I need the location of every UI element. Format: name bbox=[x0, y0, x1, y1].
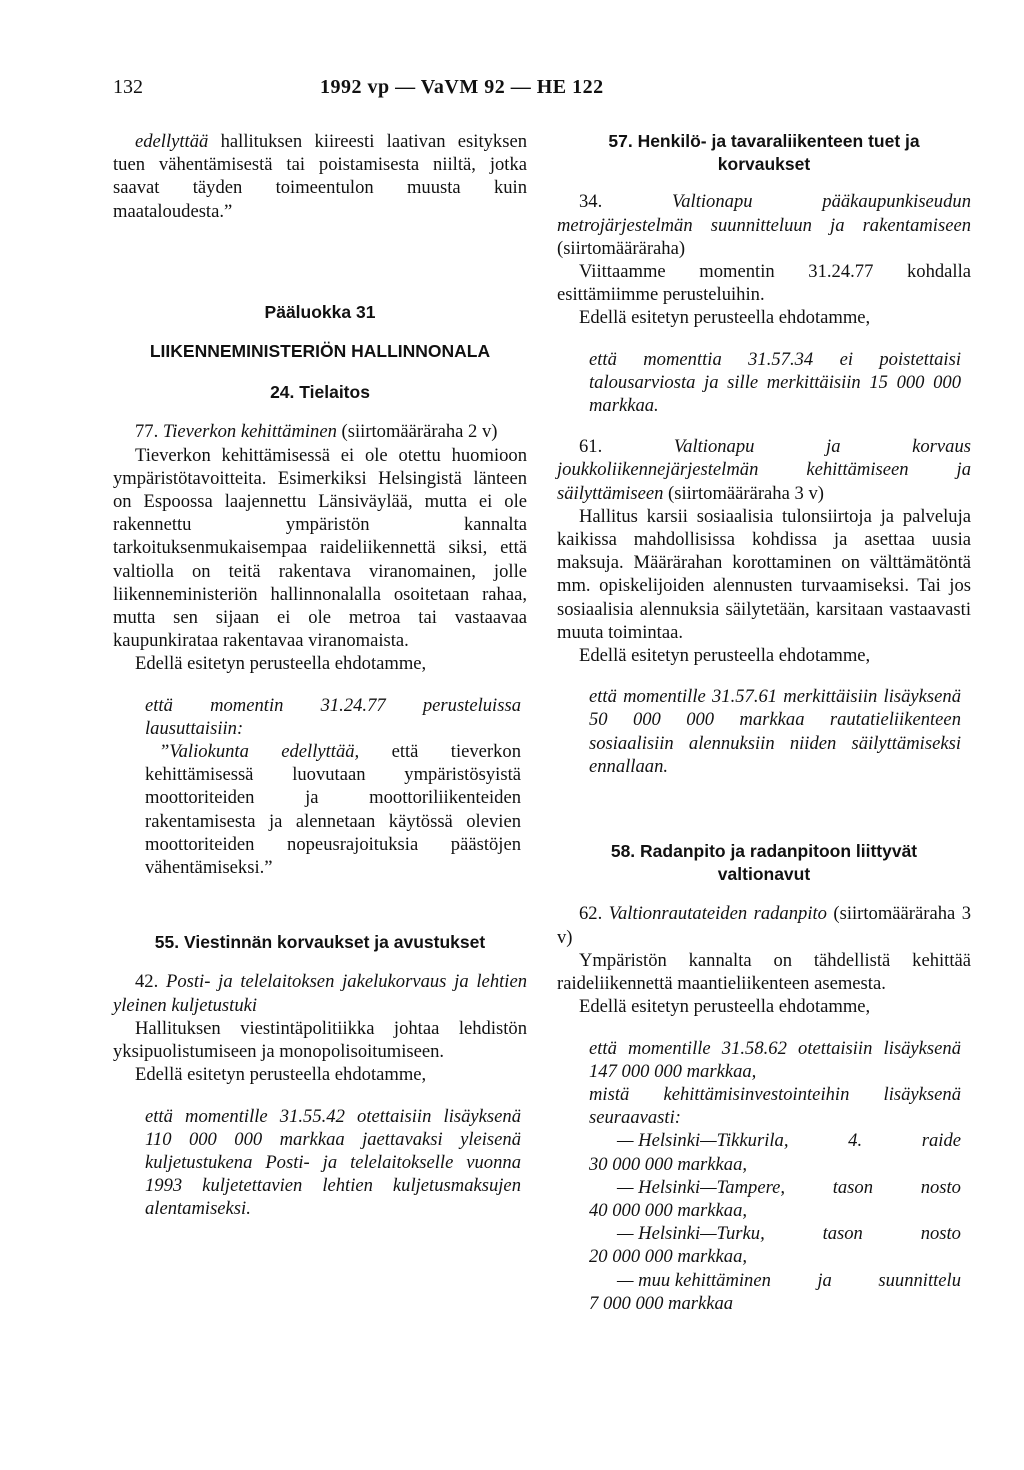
proposal-intro: Edellä esitetyn perusteella ehdotamme, bbox=[135, 653, 427, 675]
list-item-c: nosto bbox=[920, 1223, 961, 1245]
chapter-55-heading: 55. Viestinnän korvaukset ja avustukset bbox=[154, 932, 486, 953]
item-62-body: Ympäristön kannalta on tähdellistä kehittää raideliikennettä maantieliikenteen asemesta. bbox=[557, 949, 971, 995]
list-item bbox=[617, 1222, 961, 1245]
quote-text: että tieverkon kehittämisessä luovutaan ympäristösyistä moottoriteiden ja moottoriliikenteiden rakentamisesta ja alennetaan käytössä olevien moottoriteiden nopeusrajoituksia päästöjen vähentämiseksi.” bbox=[145, 741, 521, 879]
list-item-c: raide bbox=[921, 1130, 961, 1152]
list-item-b: tason bbox=[832, 1176, 874, 1198]
proposal-62-intro: että momentille 31.58.62 otettaisiin lisäyksenä 147 000 000 markkaa, bbox=[589, 1037, 961, 1082]
list-item bbox=[617, 1269, 961, 1292]
item-34-title: Valtionapu pääkaupunkiseudun metrojärjestelmän suunnitteluun ja rakentamiseen bbox=[557, 191, 971, 236]
right-column bbox=[557, 130, 971, 1315]
list-item-c: nosto bbox=[920, 1176, 961, 1198]
intro-paragraph bbox=[113, 130, 527, 223]
proposal-42: että momentille 31.55.42 otettaisiin lisäyksenä 110 000 000 markkaa jaettavaksi yleisenä kuljetustukena Posti- ja telelaitokselle vuonna 1993 kuljetettavien lehtien kuljetusmaksujen alentamiseksi. bbox=[145, 1105, 521, 1220]
item-34-body: Viittaamme momentin 31.24.77 kohdalla esittämiimme perusteluihin. bbox=[557, 261, 971, 306]
item-34-heading bbox=[557, 190, 971, 260]
list-item-amount: 7 000 000 markkaa bbox=[589, 1292, 734, 1314]
item-42-number: 42. bbox=[135, 971, 166, 993]
list-item-amount: 40 000 000 markkaa, bbox=[589, 1199, 748, 1221]
item-34-number: 34. bbox=[579, 191, 672, 213]
list-item-amount: 30 000 000 markkaa, bbox=[589, 1153, 748, 1175]
proposal-intro: Edellä esitetyn perusteella ehdotamme, bbox=[579, 307, 871, 329]
item-61-body: Hallitus karsii sosiaalisia tulonsiirtoja ja palveluja kaikissa mahdollisissa kohdissa ja asettaa uusia maksuja. Määrärahan korottaminen on välttämätöntä mm. opiskelijoiden alennusten turvaamiseksi. Tai jos sosiaalisia alennuksia säilytetään, karsitaan vastaavasti muuta toimintaa. bbox=[557, 505, 971, 643]
proposal-intro-3: Edellä esitetyn perusteella ehdotamme, bbox=[579, 996, 871, 1018]
list-item-amount: 20 000 000 markkaa, bbox=[589, 1246, 748, 1268]
proposal-77-quote bbox=[145, 740, 521, 879]
list-item-c: suunnittelu bbox=[878, 1269, 961, 1291]
item-42-body: Hallituksen viestintäpolitiikka johtaa lehdistön yksipuolistumiseen ja monopolisoitumiseen. bbox=[113, 1017, 527, 1063]
list-item-a: — Helsinki—Tampere, bbox=[617, 1176, 786, 1198]
chapter-24-heading: 24. Tielaitos bbox=[270, 382, 370, 403]
item-42-heading bbox=[113, 970, 527, 1016]
page-number: 132 bbox=[113, 76, 143, 98]
item-61-title: Valtionapu ja korvaus joukkoliikennejärjestelmän kehittämiseen ja säilyttämiseen bbox=[557, 436, 971, 504]
list-item-b: ja bbox=[817, 1269, 832, 1291]
list-item-b: tason bbox=[822, 1223, 863, 1245]
proposal-intro-2: Edellä esitetyn perusteella ehdotamme, bbox=[579, 645, 871, 667]
item-77-body: Tieverkon kehittämisessä ei ole otettu huomioon ympäristötavoitteita. Esimerkiksi Helsingistä länteen on Espoossa laajennettu Länsiväylää, mutta ei ole rakennettu ympäristön kannalta tarkoituksenmukaisempaa raideliikennettä siksi, että valtiolla on teitä rakentava viranomainen, jolle liikenneministeriön hallinnonalalla osoitetaan rahaa, mutta sen sijaan ei ole metroa tai vastaavaa kaupunkirataa rakentavaa viranomaista. bbox=[113, 444, 527, 652]
proposal-61: että momentille 31.57.61 merkittäisiin lisäyksenä 50 000 000 markkaa rautatieliikenteen sosiaalisiin alennuksiin niiden säilyttämiseksi ennallaan. bbox=[589, 686, 961, 777]
item-77-heading bbox=[113, 420, 527, 443]
proposal-intro-2: Edellä esitetyn perusteella ehdotamme, bbox=[135, 1064, 427, 1086]
list-item-a: — Helsinki—Turku, bbox=[617, 1223, 765, 1245]
item-62-type: (siirtomääräraha 3 v) bbox=[557, 903, 972, 948]
left-column bbox=[113, 130, 527, 1221]
list-item-a: — muu kehittäminen bbox=[617, 1269, 771, 1291]
item-77-type: (siirtomääräraha 2 v) bbox=[336, 421, 498, 443]
item-77-title: Tieverkon kehittäminen bbox=[162, 421, 337, 443]
item-34-type: (siirtomääräraha) bbox=[557, 237, 686, 259]
list-item-b: 4. bbox=[848, 1130, 863, 1152]
intro-text: hallituksen kiireesti laativan esityksen tuen vähentämisestä tai poistamisesta niiltä, jotka saavat täyden toimeentulon muusta kuin maataloudesta.” bbox=[113, 131, 527, 222]
item-62-number: 62. bbox=[579, 903, 609, 925]
proposal-77: että momentin 31.24.77 perusteluissa lausuttaisiin: bbox=[145, 694, 521, 739]
list-item bbox=[617, 1129, 961, 1152]
item-61-heading bbox=[557, 435, 971, 505]
item-62-title: Valtionrautateiden radanpito bbox=[608, 903, 827, 925]
list-item-a: — Helsinki—Tikkurila, bbox=[617, 1130, 789, 1152]
proposal-62-intro-2: mistä kehittämisinvestointeihin lisäyksenä seuraavasti: bbox=[589, 1083, 961, 1129]
quote-emphasis: ”Valiokunta edellyttää, bbox=[159, 741, 360, 763]
item-61-type: (siirtomääräraha 3 v) bbox=[663, 482, 824, 504]
intro-emphasis: edellyttää bbox=[135, 131, 209, 152]
proposal-62 bbox=[589, 1037, 961, 1315]
chapter-58-heading: 58. Radanpito ja radanpitoon liittyvät valtionavut bbox=[610, 841, 918, 885]
ministry-heading: LIIKENNEMINISTERIÖN HALLINNONALA bbox=[149, 341, 491, 362]
list-item bbox=[617, 1176, 961, 1199]
main-class-heading: Pääluokka 31 bbox=[264, 301, 376, 322]
item-42-title: Posti- ja telelaitoksen jakelukorvaus ja lehtien yleinen kuljetustuki bbox=[113, 971, 527, 1016]
item-62-heading bbox=[557, 902, 971, 948]
item-61-number: 61. bbox=[579, 436, 674, 458]
chapter-57-heading: 57. Henkilö- ja tavaraliikenteen tuet ja korvaukset bbox=[608, 131, 920, 175]
proposal-34: että momenttia 31.57.34 ei poistettaisi talousarviosta ja sille merkittäisiin 15 000 000 markkaa. bbox=[589, 348, 961, 417]
item-77-number: 77. bbox=[135, 421, 163, 443]
running-head: 1992 vp — VaVM 92 — HE 122 bbox=[320, 76, 604, 98]
